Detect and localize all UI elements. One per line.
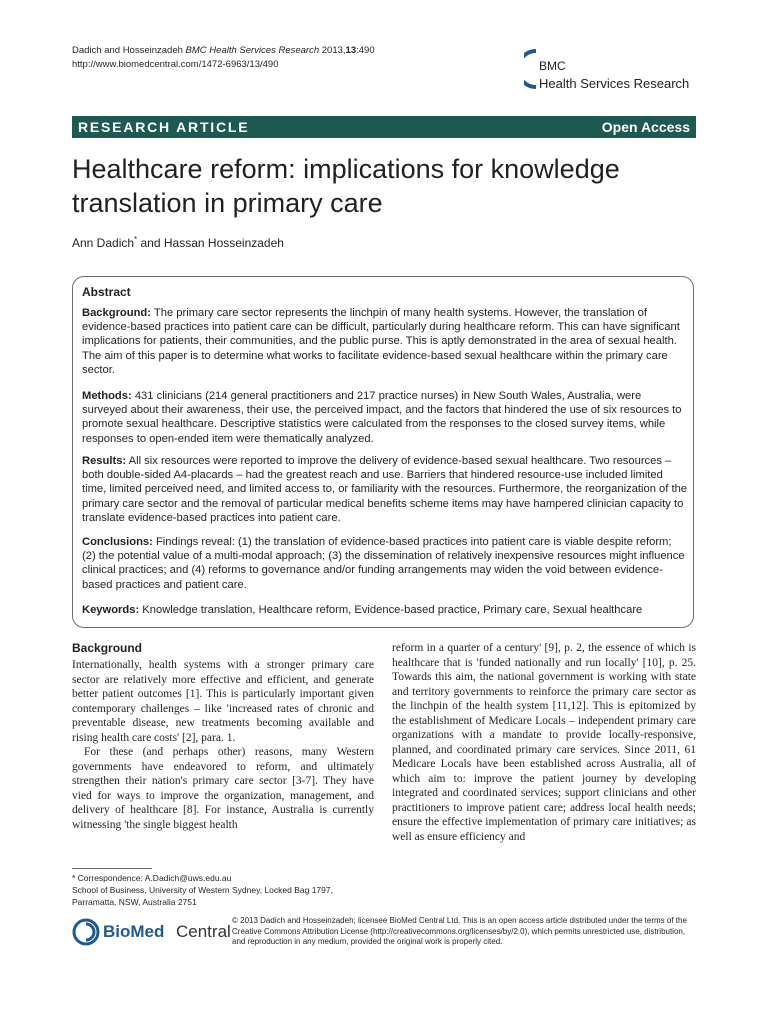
biomed-central-logo [72, 916, 231, 950]
logo-line-journal: Health Services Research [539, 76, 690, 91]
body-paragraph: reform in a quarter of a century' [9], p. 2, the essence of which is healthcare that is 'funded nationally and run locally' [10], p. 25. Towards this aim, the national government is working with state and territory governments to reinforce the primary care sector as the linchpin of the health system [11,12]. This is epitomized by the establishment of Medicare Locals – independent primary care organizations with a mandate to provide locally-responsive, planned, and coordinated primary care services. Since 2011, 61 Medicare Locals have been established across Australia, all of which aim to: improve the patient journey by developing integrated and coordinated services; support clinicians and other practitioners to improve patient care; address local health needs; ensure the effective implementation of primary care initiatives; as well as ensure efficiency and [392, 642, 696, 843]
abstract-label: Methods: [82, 390, 132, 402]
abstract-label: Conclusions: [82, 536, 153, 548]
logo-bold-text: BioMed [103, 922, 165, 941]
body-column-left [72, 640, 374, 832]
abstract-methods [82, 389, 688, 446]
abstract-box [72, 276, 694, 628]
correspondence-footnote [72, 872, 382, 908]
citation-header [72, 44, 375, 72]
abstract-label: Results: [82, 455, 127, 467]
abstract-keywords [82, 603, 688, 617]
section-heading: Background [72, 641, 143, 655]
abstract-text: 431 clinicians (214 general practitioners and 217 practice nurses) in New South Wales, Australia, were surveyed about their awareness, their use, the perceived impact, and the factors that hindered the use of six resources to promote sexual healthcare. Descriptive statistics were calculated from the responses to the closed survey items, while responses to open-ended item were thematically analyzed. [82, 390, 682, 445]
citation-journal: BMC Health Services Research [185, 45, 320, 56]
corresponding-mark: * [134, 235, 138, 244]
article-type-banner [72, 116, 696, 138]
body-paragraph: Internationally, health systems with a stronger primary care sector are relatively more effective and efficient, and generate better patient outcomes [1]. This is particularly important given contemporary challenges – like 'increased rates of chronic and preventable disease, new treatments becoming available and rising health care costs' [2], para. 1. [72, 659, 374, 744]
license-statement: © 2013 Dadich and Hosseinzadeh; licensee BioMed Central Ltd. This is an open access article distributed under the terms of the Creative Commons Attribution License (http://creativecommons.org/licenses/by/2.0), which permits unrestricted use, distribution, and reproduction in any medium, provided the original work is properly cited. [232, 916, 687, 946]
abstract-text: The primary care sector represents the linchpin of many health systems. However, the translation of evidence-based practices into patient care can be difficult, particularly during healthcare reform. This can have significant implications for patients, their communities, and the public purse. This is aptly demonstrated in the area of sexual health. The aim of this paper is to determine what works to facilitate evidence-based sexual healthcare within the primary care sector. [82, 307, 680, 376]
citation-year: 2013, [321, 45, 346, 56]
footnote-divider [72, 868, 152, 869]
citation-volume: 13 [345, 45, 357, 56]
author-name: Hassan Hosseinzadeh [163, 236, 284, 250]
author-list [72, 232, 284, 251]
citation-authors: Dadich and Hosseinzadeh [72, 45, 183, 56]
abstract-heading: Abstract [82, 285, 131, 299]
citation-page: :490 [356, 45, 375, 56]
abstract-text: Knowledge translation, Healthcare reform, Evidence-based practice, Primary care, Sexual healthcare [139, 604, 643, 616]
article-title: Healthcare reform: implications for knowledge translation in primary care [72, 154, 620, 218]
article-url[interactable]: http://www.biomedcentral.com/1472-6963/13/490 [72, 59, 279, 70]
abstract-label: Background: [82, 307, 151, 319]
affiliation-line: Parramatta, NSW, Australia 2751 [72, 897, 197, 907]
abstract-text: All six resources were reported to improve the delivery of evidence-based sexual healthcare. Two resources – both double-sided A4-placards – had the greatest reach and use. Barriers that hindered resource-use included limited time, limited perceived need, and limited access to, or familiarity with the resources. Furthermore, the reorganization of the primary care sector and the removal of particular medical benefits scheme items may have hampered clinician capacity to translate evidence-based practices into patient care. [82, 455, 688, 524]
author-separator: and [137, 236, 164, 250]
abstract-results [82, 454, 688, 525]
body-column-right [392, 641, 696, 844]
logo-line-bmc: BMC [539, 59, 566, 73]
abstract-background [82, 306, 688, 377]
author-name: Ann Dadich [72, 236, 135, 250]
citation-line [72, 44, 375, 58]
logo-arc-icon [524, 49, 538, 89]
affiliation-line: School of Business, University of Western Sydney, Locked Bag 1797, [72, 885, 333, 895]
research-article-label: RESEARCH ARTICLE [78, 119, 250, 135]
abstract-label: Keywords: [82, 604, 140, 616]
correspondence-email[interactable]: * Correspondence: A.Dadich@uws.edu.au [72, 873, 232, 883]
journal-logo [524, 49, 704, 99]
abstract-text: Findings reveal: (1) the translation of evidence-based practices into patient care is viable despite reform; (2) the potential value of a multi-modal approach; (3) the dissemination of relatively inexpensive resources might influence clinical practices; and (4) reforms to governance and/or funding arrangements may widen the void between evidence-based practices and patient care. [82, 536, 685, 591]
biomed-central-emblem-icon [72, 918, 100, 946]
open-access-label: Open Access [601, 119, 690, 135]
body-paragraph: For these (and perhaps other) reasons, many Western governments have endeavored to reform, and ultimately strengthen their nation's primary care sector [3-7]. They have vied for ways to improve the organization, management, and delivery of healthcare [8]. For instance, Australia is currently witnessing 'the single biggest health [72, 746, 374, 831]
logo-regular-text: Central [176, 922, 231, 941]
abstract-conclusions [82, 535, 688, 592]
